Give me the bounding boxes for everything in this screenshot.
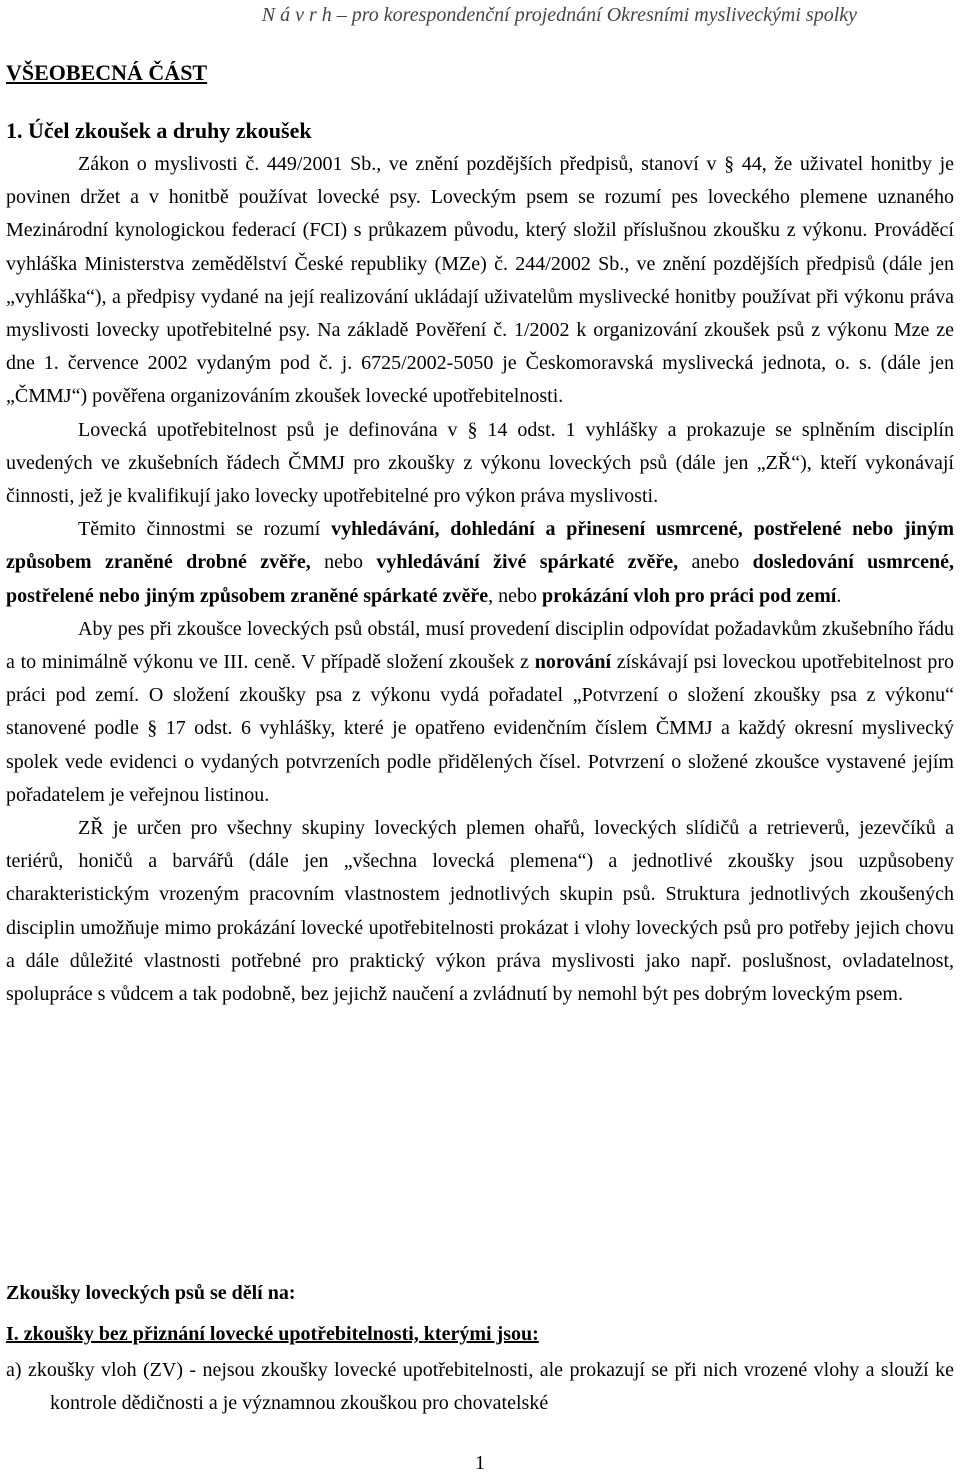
exam-list: [6, 1354, 954, 1420]
subheading-underlined: I. zkoušky bez přiznání lovecké upotřebitelnosti, kterými jsou:: [6, 1323, 539, 1345]
body-text: [6, 148, 954, 1011]
subheading: Zkoušky loveckých psů se dělí na:: [6, 1282, 296, 1304]
section-title: VŠEOBECNÁ ČÁST: [6, 60, 208, 85]
page-number: 1: [475, 1452, 485, 1474]
heading: 1. Účel zkoušek a druhy zkoušek: [6, 118, 312, 143]
list-item: a) zkoušky vloh (ZV) - nejsou zkoušky lovecké upotřebitelnosti, ale prokazují se při nich vrozené vlohy a slouží ke kontrole dědičnosti a je významnou zkouškou pro chovatelské: [6, 1359, 954, 1415]
paragraph-5: ZŘ je určen pro všechny skupiny loveckých plemen ohařů, loveckých slídičů a retrieverů, jezevčíků a teriérů, honičů a barvářů (dále jen „všechna lovecká plemena“) a jednotlivé zkoušky jsou uzpůsobeny charakteristickým vrozeným pracovním vlastnostem jednotlivých skupin psů. Struktura jednotlivých zkoušených disciplin umožňuje mimo prokázání lovecké upotřebitelnosti prokázat i vlohy loveckých psů pro potřeby jejich chovu a dále důležité vlastnosti potřebné pro praktický výkon práva myslivosti jako např. poslušnost, ovladatelnost, spolupráce s vůdcem a tak podobně, bez jejichž naučení a zvládnutí by nemohl být pes dobrým loveckým psem.: [6, 817, 954, 1006]
paragraph-3: Těmito činnostmi se rozumí vyhledávání, dohledání a přinesení usmrcené, postřelené nebo jiným způsobem zraněné drobné zvěře, nebo vyhledávání živé spárkaté zvěře, anebo dosledování usmrcené, postřelené nebo jiným způsobem zraněné spárkaté zvěře, nebo prokázání vloh pro práci pod zemí.: [6, 518, 955, 607]
paragraph-2: Lovecká upotřebitelnost psů je definována v § 14 odst. 1 vyhlášky a prokazuje se splněním disciplín uvedených ve zkušebních řádech ČMMJ pro zkoušky z výkonu loveckých psů (dále jen „ZŘ“), kteří vykonávají činnosti, jež je kvalifikují jako lovecky upotřebitelné pro výkon práva myslivosti.: [6, 418, 954, 508]
paragraph-1: Zákon o myslivosti č. 449/2001 Sb., ve znění pozdějších předpisů, stanoví v § 44, že uživatel honitby je povinen držet a v honitbě používat lovecké psy. Loveckým psem se rozumí pes loveckého plemene uznaného Mezinárodní kynologickou federací (FCI) s průkazem původu, který složil příslušnou zkoušku z výkonu. Prováděcí vyhláška Ministerstva zemědělství České republiky (MZe) č. 244/2002 Sb., ve znění pozdějších předpisů (dále jen „vyhláška“), a předpisy vydané na její realizování ukládají uživatelům myslivecké honitby používat při výkonu práva myslivosti lovecky upotřebitelné psy. Na základě Pověření č. 1/2002 k organizování zkoušek psů z výkonu Mze ze dne 1. července 2002 vydaným pod č. j. 6725/2002-5050 je Českomoravská myslivecká jednota, o. s. (dále jen „ČMMJ“) pověřena organizováním zkoušek lovecké upotřebitelnosti.: [6, 153, 954, 408]
paragraph-4: Aby pes při zkoušce loveckých psů obstál, musí provedení disciplin odpovídat požadavkům zkušebního řádu a to minimálně výkonu ve III. ceně. V případě složení zkoušek z norování získávají psi loveckou upotřebitelnost pro práci pod zemí. O složení zkoušky psa z výkonu vydá pořadatel „Potvrzení o složení zkoušky psa z výkonu“ stanovené podle § 17 odst. 6 vyhlášky, které je opatřeno evidenčním číslem ČMMJ a každý okresní myslivecký spolek vede evidenci o vydaných potvrzeních podle přidělených čísel. Potvrzení o složené zkoušce vystavené jejím pořadatelem je veřejnou listinou.: [6, 617, 955, 806]
page-header: N á v r h – pro korespondenční projednání Okresními mysliveckými spolky: [261, 4, 857, 26]
